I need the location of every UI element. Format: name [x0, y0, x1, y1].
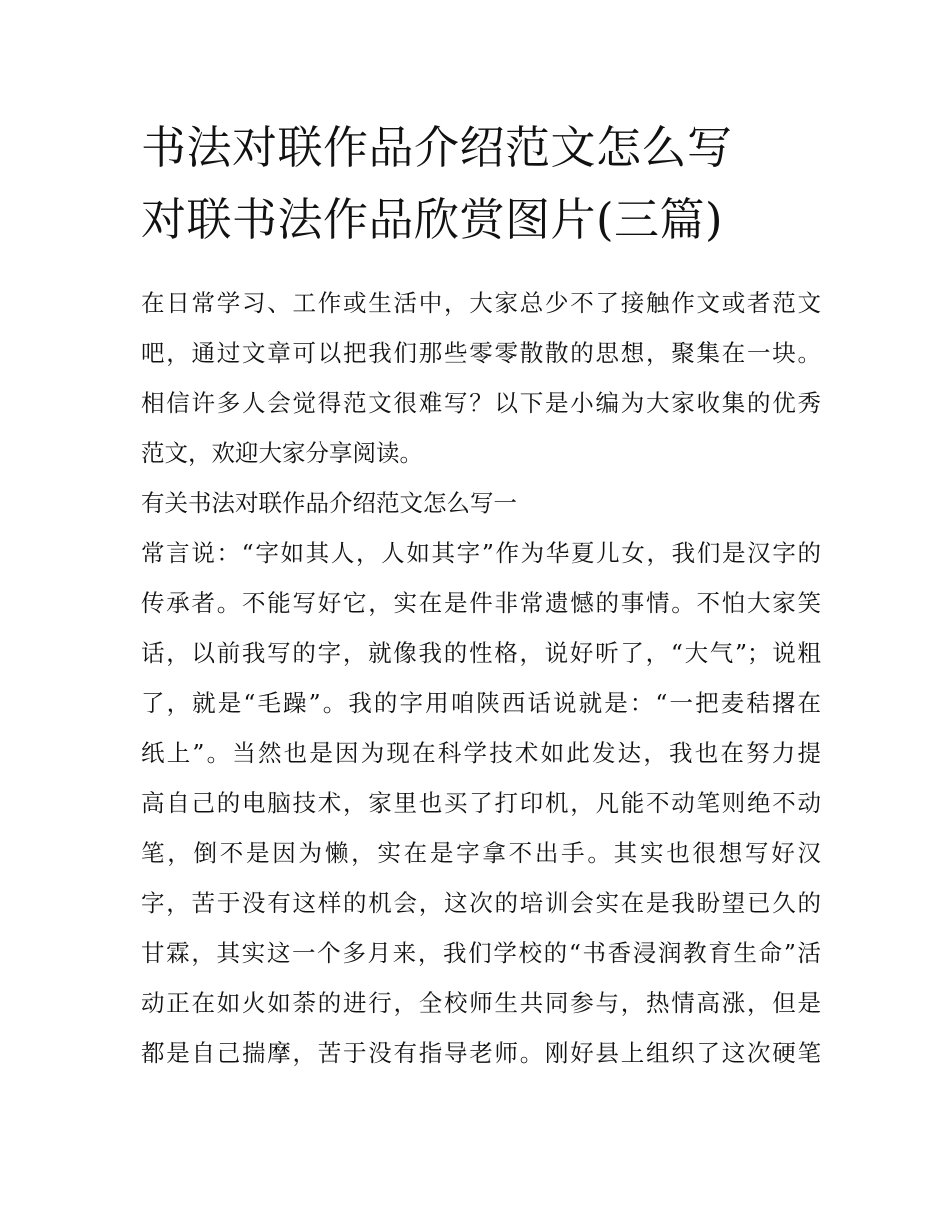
essay-line: 传承者。不能写好它，实在是件非常遗憾的事情。不怕大家笑 — [141, 589, 821, 617]
essay-line: 高自己的电脑技术，家里也买了打印机，凡能不动笔则绝不动 — [141, 789, 821, 817]
essay-line: 话，以前我写的字，就像我的性格，说好听了，“大气”；说粗 — [141, 639, 821, 667]
title-line: 对联书法作品欣赏图片(三篇) — [141, 193, 724, 246]
essay-line: 动正在如火如荼的进行，全校师生共同参与，热情高涨，但是 — [141, 989, 821, 1017]
intro-line: 吧，通过文章可以把我们那些零零散散的思想，聚集在一块。 — [141, 339, 821, 367]
intro-line: 在日常学习、工作或生活中，大家总少不了接触作文或者范文 — [141, 289, 821, 317]
title-line: 书法对联作品介绍范文怎么写 — [141, 121, 733, 174]
essay-line: 字，苦于没有这样的机会，这次的培训会实在是我盼望已久的 — [141, 889, 821, 917]
section-heading: 有关书法对联作品介绍范文怎么写一 — [141, 489, 517, 517]
document-title — [141, 112, 821, 256]
essay-line: 甘霖，其实这一个多月来，我们学校的“书香浸润教育生命”活 — [141, 939, 821, 967]
essay-line: 笔，倒不是因为懒，实在是字拿不出手。其实也很想写好汉 — [141, 839, 821, 867]
intro-line: 相信许多人会觉得范文很难写？以下是小编为大家收集的优秀 — [141, 389, 821, 417]
document-body — [141, 278, 821, 1078]
essay-line: 都是自己揣摩，苦于没有指导老师。刚好县上组织了这次硬笔 — [141, 1039, 821, 1067]
intro-line: 范文，欢迎大家分享阅读。 — [141, 439, 423, 467]
essay-line: 常言说：“字如其人，人如其字”作为华夏儿女，我们是汉字的 — [141, 539, 821, 567]
intro-paragraph — [141, 278, 821, 478]
essay-line: 纸上”。当然也是因为现在科学技术如此发达，我也在努力提 — [141, 739, 821, 767]
essay-line: 了，就是“毛躁”。我的字用咱陕西话说就是：“一把麦秸撂在 — [141, 689, 821, 717]
essay-paragraph — [141, 528, 821, 1078]
